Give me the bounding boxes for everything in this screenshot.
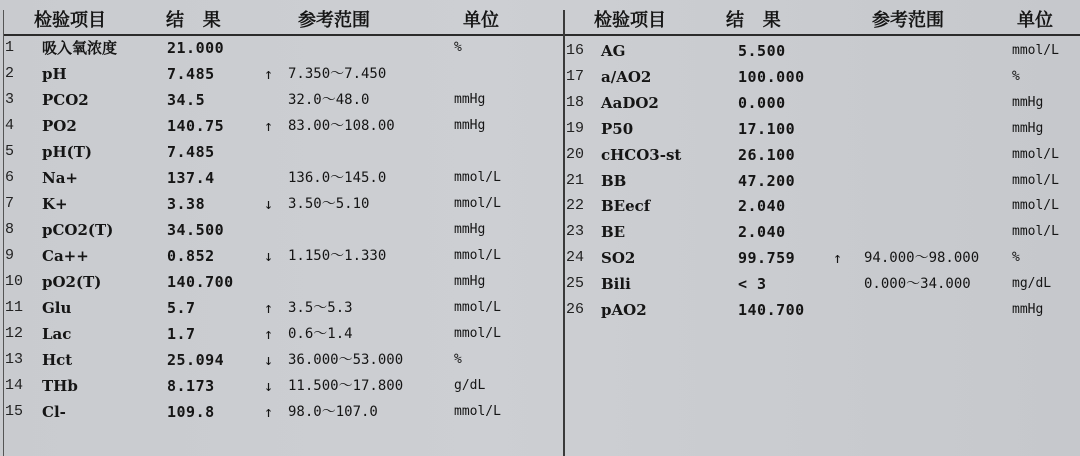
table-row (0, 271, 1080, 297)
row-index: 21 (566, 171, 585, 189)
row-index: 16 (566, 42, 585, 59)
item-name: 吸入氧浓度 (42, 39, 118, 57)
table-row (0, 168, 1080, 194)
table-row (0, 219, 1080, 245)
row-index: 11 (5, 299, 24, 316)
header-result-right: 结 果 (726, 10, 781, 31)
result-value: 17.100 (738, 119, 796, 138)
header-item-right: 检验项目 (594, 10, 666, 31)
row-index: 7 (5, 195, 15, 212)
row-index: 10 (5, 273, 24, 290)
item-name: Lac (42, 325, 72, 343)
header-unit-right: 单位 (1017, 10, 1053, 31)
row-index: 9 (5, 247, 15, 264)
table-row (0, 347, 1080, 373)
result-value: 21.000 (167, 39, 225, 57)
result-value: 7.485 (167, 65, 215, 83)
item-name: SO2 (601, 249, 636, 268)
item-name: K+ (42, 195, 68, 213)
row-index: 18 (566, 93, 585, 111)
reference-range: 36.000～53.000 (288, 352, 404, 368)
item-name: pH(T) (42, 143, 93, 161)
item-name: pH (42, 65, 67, 83)
item-name: Hct (42, 351, 73, 369)
item-name: BE (601, 223, 626, 242)
unit-label: mmHg (454, 274, 486, 289)
result-value: 34.500 (167, 221, 225, 239)
flag-arrow-icon: ↓ (264, 247, 274, 265)
unit-label: mmHg (1012, 120, 1044, 136)
header-result-left: 结 果 (166, 10, 221, 31)
item-name: Ca++ (42, 247, 89, 265)
header-reference-left: 参考范围 (298, 10, 370, 31)
result-value: 3.38 (167, 195, 206, 213)
row-index: 22 (566, 197, 585, 215)
reference-range: 83.00～108.00 (288, 118, 395, 134)
item-name: pO2(T) (42, 273, 102, 291)
unit-label: mmol/L (454, 248, 501, 263)
item-name: PCO2 (42, 91, 89, 109)
row-index: 24 (566, 249, 585, 267)
table-row (0, 90, 1080, 116)
row-index: 17 (566, 67, 585, 85)
unit-label: mmHg (454, 118, 486, 133)
row-index: 26 (566, 301, 585, 318)
unit-label: mmol/L (1012, 224, 1059, 240)
item-name: pAO2 (601, 301, 647, 319)
reference-range: 1.150～1.330 (288, 248, 387, 264)
reference-range: 3.50～5.10 (288, 196, 370, 212)
result-value: 137.4 (167, 169, 215, 187)
unit-label: mmol/L (1012, 172, 1059, 188)
result-value: 5.7 (167, 299, 196, 317)
result-value: 99.759 (738, 249, 796, 268)
row-index: 13 (5, 351, 24, 368)
unit-label: mmol/L (454, 326, 501, 341)
row-index: 8 (5, 221, 15, 238)
row-index: 23 (566, 223, 585, 241)
unit-label: % (1012, 68, 1020, 84)
row-index: 3 (5, 91, 15, 108)
table-row (0, 64, 1080, 90)
unit-label: % (1012, 250, 1020, 266)
result-value: 5.500 (738, 42, 786, 60)
reference-range: 136.0～145.0 (288, 170, 387, 186)
flag-arrow-icon: ↑ (264, 117, 274, 135)
result-value: 25.094 (167, 351, 225, 369)
reference-range: 0.000～34.000 (864, 276, 971, 293)
reference-range: 11.500～17.800 (288, 378, 404, 394)
flag-arrow-icon: ↑ (264, 299, 274, 317)
item-name: a/AO2 (601, 67, 652, 86)
result-value: 0.000 (738, 93, 786, 112)
row-index: 12 (5, 325, 24, 342)
table-row (0, 116, 1080, 142)
result-value: < 3 (738, 275, 767, 294)
result-value: 1.7 (167, 325, 196, 343)
reference-range: 94.000～98.000 (864, 250, 980, 267)
unit-label: mmHg (1012, 302, 1044, 317)
result-value: 2.040 (738, 197, 786, 216)
result-value: 47.200 (738, 171, 796, 190)
unit-label: mmol/L (1012, 198, 1059, 214)
unit-label: mmol/L (454, 196, 501, 211)
reference-range: 3.5～5.3 (288, 300, 353, 316)
table-row (0, 245, 1080, 271)
result-value: 26.100 (738, 145, 796, 164)
table-row (0, 38, 1080, 64)
unit-label: mmol/L (454, 404, 501, 419)
header-unit-left: 单位 (463, 10, 499, 31)
flag-arrow-icon: ↓ (264, 377, 274, 395)
table-row (0, 373, 1080, 399)
row-index: 25 (566, 275, 585, 293)
item-name: PO2 (42, 117, 77, 135)
row-index: 15 (5, 403, 24, 420)
reference-range: 98.0～107.0 (288, 404, 378, 420)
table-row (0, 297, 1080, 323)
unit-label: % (454, 352, 462, 367)
unit-label: g/dL (454, 378, 486, 393)
result-value: 7.485 (167, 143, 215, 161)
result-value: 140.75 (167, 117, 225, 135)
unit-label: mmol/L (1012, 146, 1059, 162)
reference-range: 7.350～7.450 (288, 66, 387, 82)
result-value: 8.173 (167, 377, 215, 395)
reference-range: 32.0～48.0 (288, 92, 370, 108)
row-index: 6 (5, 169, 15, 186)
header-item-left: 检验项目 (34, 10, 106, 31)
item-name: Na+ (42, 169, 78, 187)
result-value: 109.8 (167, 403, 215, 421)
row-index: 19 (566, 119, 585, 137)
table-row (0, 193, 1080, 219)
table-row (0, 399, 1080, 425)
result-value: 140.700 (738, 301, 805, 319)
item-name: pCO2(T) (42, 221, 114, 239)
row-index: 20 (566, 145, 585, 163)
flag-arrow-icon: ↑ (264, 403, 274, 421)
item-name: BEecf (601, 197, 651, 216)
unit-label: mmol/L (454, 170, 501, 185)
unit-label: mg/dL (1012, 276, 1052, 292)
table-row (0, 321, 1080, 347)
header-reference-right: 参考范围 (872, 10, 944, 31)
item-name: P50 (601, 119, 634, 138)
row-index: 14 (5, 377, 24, 394)
row-index: 2 (5, 65, 15, 82)
unit-label: mmol/L (1012, 43, 1059, 58)
flag-arrow-icon: ↓ (264, 195, 274, 213)
item-name: Glu (42, 299, 72, 317)
item-name: AG (601, 42, 626, 60)
item-name: THb (42, 377, 78, 395)
result-value: 34.5 (167, 91, 206, 109)
unit-label: mmHg (1012, 94, 1044, 110)
row-index: 5 (5, 143, 15, 160)
flag-arrow-icon: ↑ (264, 325, 274, 343)
row-index: 1 (5, 39, 15, 56)
result-value: 2.040 (738, 223, 786, 242)
result-value: 100.000 (738, 67, 805, 86)
unit-label: % (454, 40, 462, 55)
flag-arrow-icon: ↑ (833, 249, 843, 268)
unit-label: mmol/L (454, 300, 501, 315)
item-name: BB (601, 171, 627, 190)
item-name: Cl- (42, 403, 66, 421)
item-name: cHCO3-st (601, 145, 682, 164)
item-name: Bili (601, 275, 631, 294)
reference-range: 0.6～1.4 (288, 326, 353, 342)
unit-label: mmHg (454, 222, 486, 237)
unit-label: mmHg (454, 92, 486, 107)
flag-arrow-icon: ↑ (264, 65, 274, 83)
item-name: AaDO2 (601, 93, 659, 112)
result-value: 0.852 (167, 247, 215, 265)
result-value: 140.700 (167, 273, 234, 291)
row-index: 4 (5, 117, 15, 134)
flag-arrow-icon: ↓ (264, 351, 274, 369)
table-row (0, 142, 1080, 168)
